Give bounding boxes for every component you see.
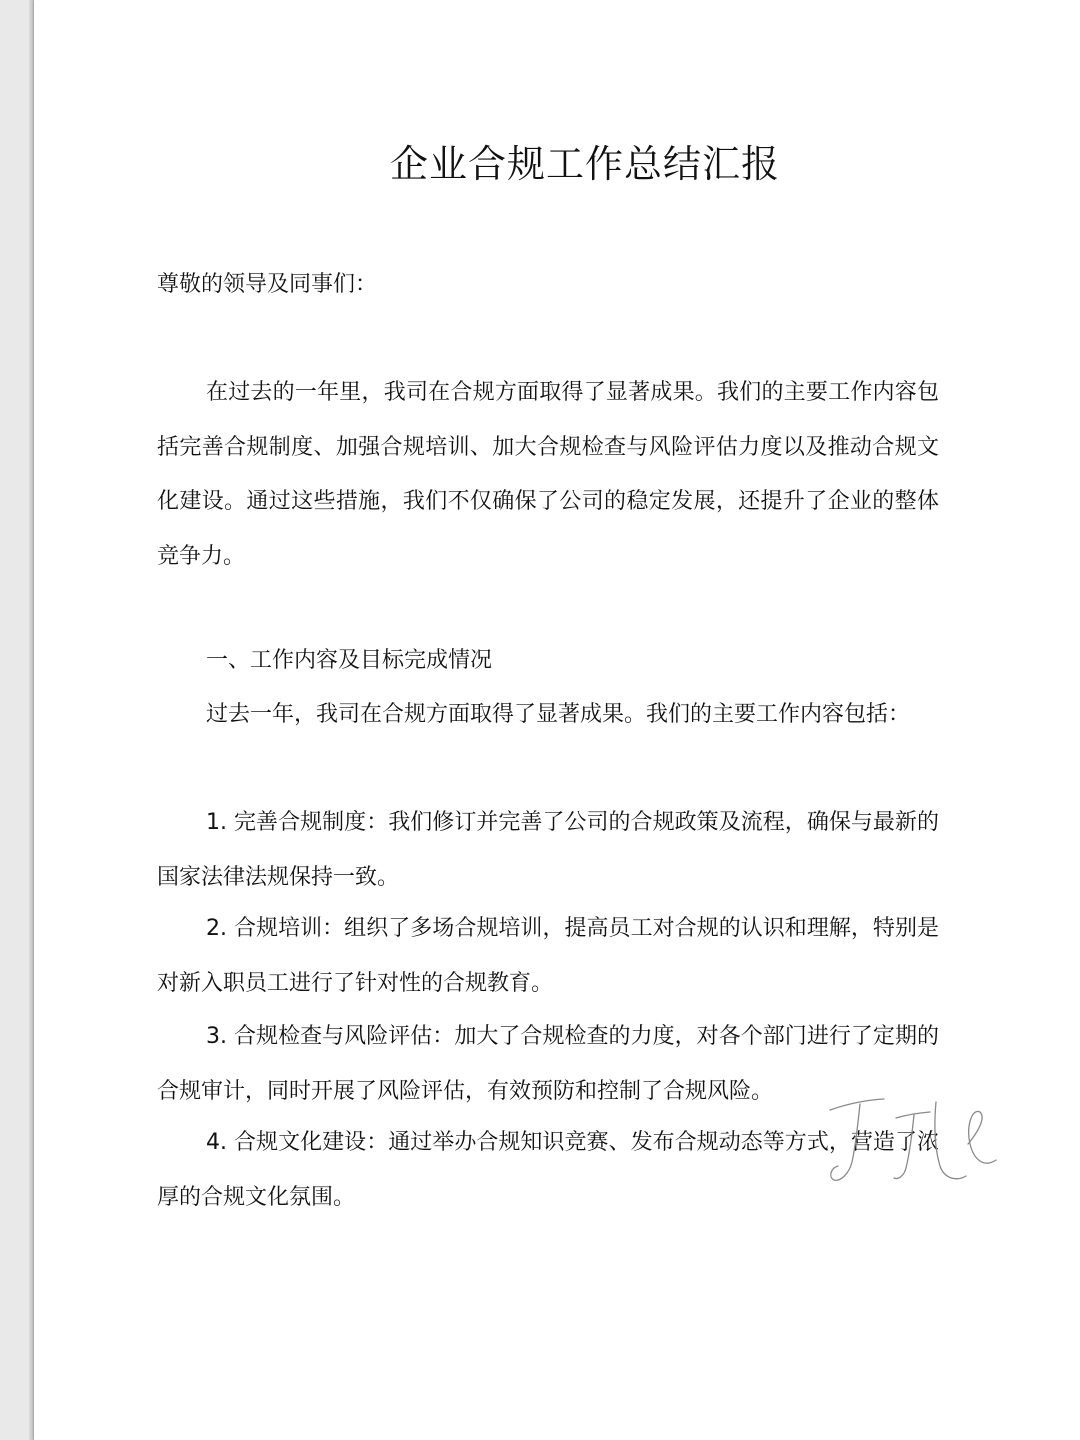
section-heading: 一、工作内容及目标完成情况 — [206, 648, 493, 673]
list-item-1: 1. 完善合规制度：我们修订并完善了公司的合规政策及流程，确保与最新的国家法律法规保持一致。 — [157, 810, 939, 890]
handwritten-signature — [822, 1082, 1002, 1202]
document-title: 企业合规工作总结汇报 — [389, 142, 780, 186]
intro-paragraph: 在过去的一年里，我司在合规方面取得了显著成果。我们的主要工作内容包括完善合规制度、加强合规培训、加大合规检查与风险评估力度以及推动合规文化建设。通过这些措施，我们不仅确保了公司的稳定发展，还提升了企业的整体竞争力。 — [157, 380, 939, 569]
section-lead-paragraph: 过去一年，我司在合规方面取得了显著成果。我们的主要工作内容包括： — [206, 702, 911, 727]
list-item-2: 2. 合规培训：组织了多场合规培训，提高员工对合规的认识和理解，特别是对新入职员工进行了针对性的合规教育。 — [157, 916, 939, 996]
list-item-4: 4. 合规文化建设：通过举办合规知识竞赛、发布合规动态等方式，营造了浓厚的合规文化氛围。 — [157, 1130, 939, 1210]
list-item-3: 3. 合规检查与风险评估：加大了合规检查的力度，对各个部门进行了定期的合规审计，同时开展了风险评估，有效预防和控制了合规风险。 — [157, 1024, 939, 1104]
salutation: 尊敬的领导及同事们： — [157, 272, 378, 297]
